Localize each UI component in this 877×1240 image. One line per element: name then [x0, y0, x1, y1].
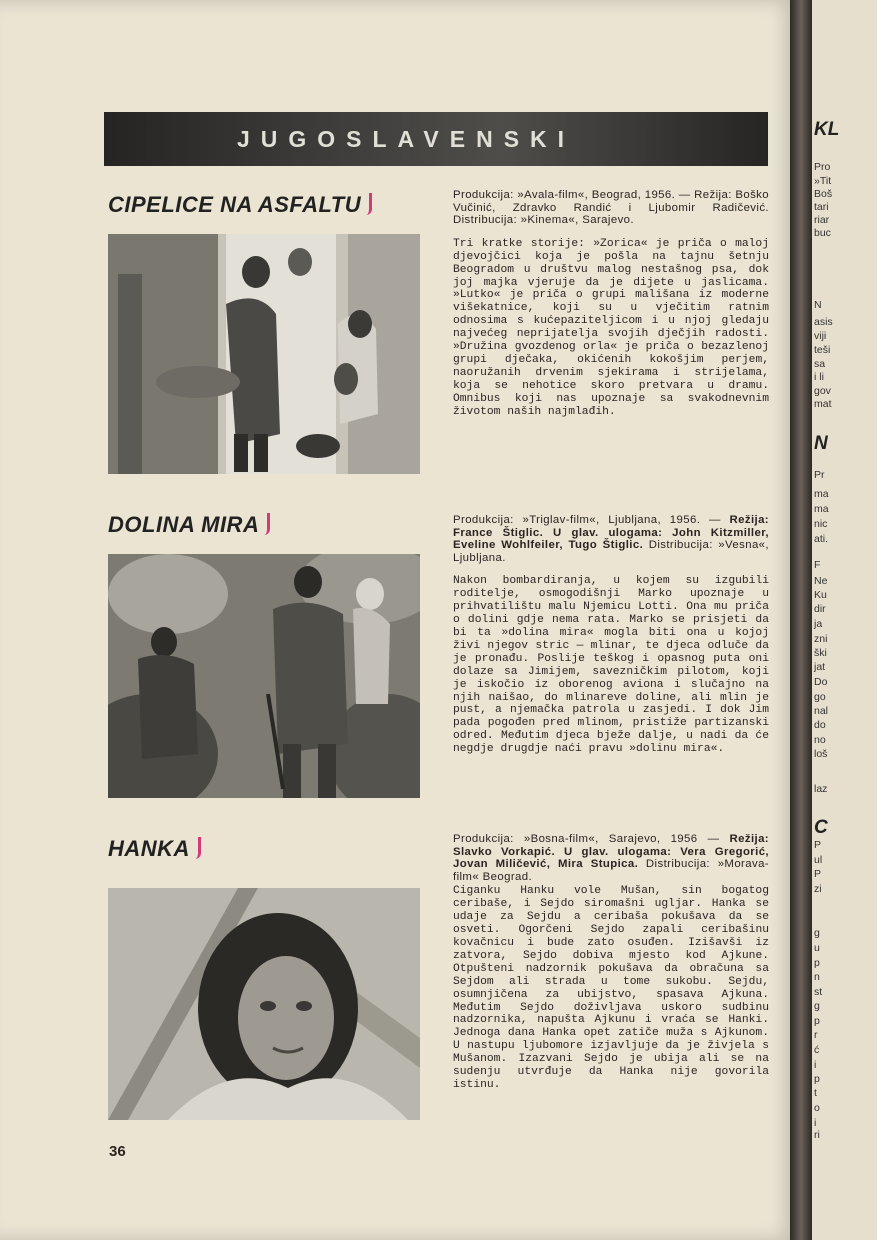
adjacent-page-fragment: u — [814, 942, 820, 954]
adjacent-page-fragment: F — [814, 559, 821, 571]
adjacent-page-fragment: do — [814, 719, 826, 731]
adjacent-page-fragment: Pr — [814, 469, 825, 481]
section-banner-title: JUGOSLAVENSKI — [236, 125, 576, 152]
adjacent-page-fragment: asis — [814, 316, 833, 328]
film-text-cipelice — [453, 189, 769, 429]
adjacent-page-fragment: P — [814, 839, 822, 851]
film-credits: Produkcija: »Bosna-film«, Sarajevo, 1956 — Režija: Slavko Vorkapić. U glav. ulogama: Vera Gregorić, Jovan Miličević, Mira Stupica. Distribucija: »Morava-film« Beograd. — [453, 833, 769, 883]
film-text-hanka — [453, 833, 769, 1103]
adjacent-page-fragment: ški — [814, 647, 827, 659]
adjacent-page-fragment: ma — [814, 488, 829, 500]
adjacent-page-fragment: go — [814, 691, 826, 703]
film-title-hanka: HANKA — [108, 836, 201, 862]
adjacent-page-fragment: o — [814, 1102, 820, 1114]
page-number: 36 — [109, 1143, 126, 1160]
film-synopsis: Tri kratke storije: »Zorica« je priča o maloj djevojčici koja je pošla na tajnu šetnju Beogradom u društvu malog nestašnog psa, dok joj majka vjeruje da je dijete u jaslicama. »Lutko« je priča o grupi mališana iz moderne višekatnice, koji su u vječitim ratnim odnosima s kućepaziteljicom i u njoj gledaju najvećeg neprijatelja svojih dječjih radosti. »Družina gvozdenog orla« je priča o bezazlenoj grupi dječaka, okićenih kokošjim perjem, naoružanih drvenim sjekirama i strijelama, koja se nehotice skoro pretvara u dramu. Omnibus koji nas upoznaje sa svakodnevnim životom naših najmlađih. — [453, 237, 769, 418]
film-title-cipelice: CIPELICE NA ASFALTU — [108, 192, 372, 218]
adjacent-page-fragment: no — [814, 734, 826, 746]
adjacent-page-fragment: ma — [814, 503, 829, 515]
adjacent-page-fragment: sa — [814, 358, 826, 370]
adjacent-page-fragment: g — [814, 1000, 820, 1012]
film-synopsis: Ciganku Hanku vole Mušan, sin bogatog ceribaše, i Sejdo siromašni ugljar. Hanka se udaje za Sejdu a ceribaša pokušava da se osveti. Ogorčeni Sejdo zapali ceribašinu kovačnicu i bude zato osuđen. Izišavši iz zatvora, Sejdo dobiva mjesto kod Ajkune. Otpušteni nadzornik pokušava da obračuna sa Sejdom ali strada u tome sukobu. Sejdu, osumnjičena za ubijstvo, spasava Ajkuna. Međutim Sejdo doživljava uskoro sudbinu nadzornika, napušta Ajkunu i vraća se Hanki. Jednoga dana Hanka opet zatiče muža s Ajkunom. U nastupu ljubomore izjavljuje da je živjela s Mušanom. Izazvani Sejdo je ubija ali se na sudenju utvrđuje da Hanka nije govorila istinu. — [453, 885, 769, 1091]
section-banner — [104, 112, 768, 166]
film-still-cipelice — [108, 234, 420, 474]
film-text-dolina-mira — [453, 514, 769, 767]
adjacent-page-fragment: tari — [814, 201, 829, 213]
adjacent-page-fragment: ć — [814, 1044, 820, 1056]
adjacent-page-fragment: P — [814, 868, 822, 880]
adjacent-page-fragment: nal — [814, 705, 829, 717]
adjacent-page-fragment: Ku — [814, 589, 827, 601]
adjacent-page-fragment: ja — [814, 618, 823, 630]
adjacent-page-fragment: p — [814, 1073, 820, 1085]
adjacent-page-fragment: zi — [814, 883, 822, 895]
film-still-hanka — [108, 888, 420, 1120]
adjacent-page-fragment: gov — [814, 385, 831, 397]
adjacent-page-fragment: dir — [814, 603, 826, 615]
adjacent-page-fragment: nic — [814, 518, 828, 530]
adjacent-page-fragment: jat — [814, 661, 826, 673]
adjacent-page-fragment: p — [814, 957, 820, 969]
adjacent-page-fragment: i — [814, 1117, 817, 1129]
adjacent-page-fragment: Pro — [814, 161, 831, 173]
adjacent-page-fragment: laz — [814, 783, 828, 795]
adjacent-page-fragment: N — [814, 299, 822, 311]
adjacent-page-fragment: Ne — [814, 575, 828, 587]
adjacent-page-fragment: C — [814, 817, 828, 838]
adjacent-page-fragment: ul — [814, 854, 823, 866]
adjacent-page-fragment: N — [814, 433, 828, 454]
film-still-dolina-mira — [108, 554, 420, 798]
adjacent-page-fragment: i li — [814, 371, 824, 383]
adjacent-page-fragment: Do — [814, 676, 828, 688]
adjacent-page-fragment: viji — [814, 330, 827, 342]
adjacent-page-edge — [812, 0, 877, 1240]
adjacent-page-fragment: mat — [814, 398, 832, 410]
film-synopsis: Nakon bombardiranja, u kojem su izgubili roditelje, osmogodišnji Marko upoznaje u prihvatilištu malu Njemicu Lotti. Ona mu priča o dolini gdje nema rata. Marko se prisjeti da bi ta »dolina mira« mogla biti ona u kojoj živi njegov stric — mlinar, te djeca odluče da je pronađu. Poslije teškog i opasnog puta oni dolaze sa Jimijem, savezničkim pilotom, koji je iskočio iz oborenog aviona i slučajno na njih naišao, do mlinareve doline, ali mlin je pust, a njemačka patrola u zasjedi. I dok Jim pada pogođen pred mlinom, pristiže partizanski odred. Međutim djeca bježe dalje, u nadi da će negdje drugdje naći pravu »dolinu mira«. — [453, 575, 769, 756]
adjacent-page-fragment: »Tit — [814, 175, 832, 187]
adjacent-page-fragment: r — [814, 1029, 818, 1041]
film-title-dolina-mira: DOLINA MIRA — [108, 512, 270, 538]
adjacent-page-fragment: ri — [814, 1129, 820, 1141]
adjacent-page-fragment: g — [814, 927, 820, 939]
book-spine — [790, 0, 812, 1240]
adjacent-page-fragment: Boš — [814, 188, 833, 200]
adjacent-page-fragment: riar — [814, 214, 830, 226]
handwritten-check-mark — [192, 837, 201, 859]
handwritten-check-mark — [363, 193, 372, 215]
adjacent-page-fragment: n — [814, 971, 820, 983]
handwritten-check-mark — [261, 513, 270, 535]
adjacent-page-fragment: ati. — [814, 533, 829, 545]
adjacent-page-fragment: loš — [814, 748, 828, 760]
adjacent-page-fragment: zni — [814, 633, 828, 645]
adjacent-page-fragment: p — [814, 1015, 820, 1027]
adjacent-page-fragment: st — [814, 986, 823, 998]
film-credits: Produkcija: »Triglav-film«, Ljubljana, 1956. — Režija: France Štiglic. U glav. ulogama: John Kitzmiller, Eveline Wohlfeiler, Tugo Štiglic. Distribucija: »Vesna«, Ljubljana. — [453, 514, 769, 564]
adjacent-page-fragment: KL — [814, 119, 840, 140]
adjacent-page-fragment: buc — [814, 227, 831, 239]
adjacent-page-fragment: teši — [814, 344, 831, 356]
adjacent-page-fragment: t — [814, 1087, 817, 1099]
adjacent-page-fragment: i — [814, 1059, 817, 1071]
film-credits: Produkcija: »Avala-film«, Beograd, 1956. — Režija: Boško Vučinić, Zdravko Randić i Ljubomir Radičević. Distribucija: »Kinema«, Sarajevo. — [453, 189, 769, 227]
